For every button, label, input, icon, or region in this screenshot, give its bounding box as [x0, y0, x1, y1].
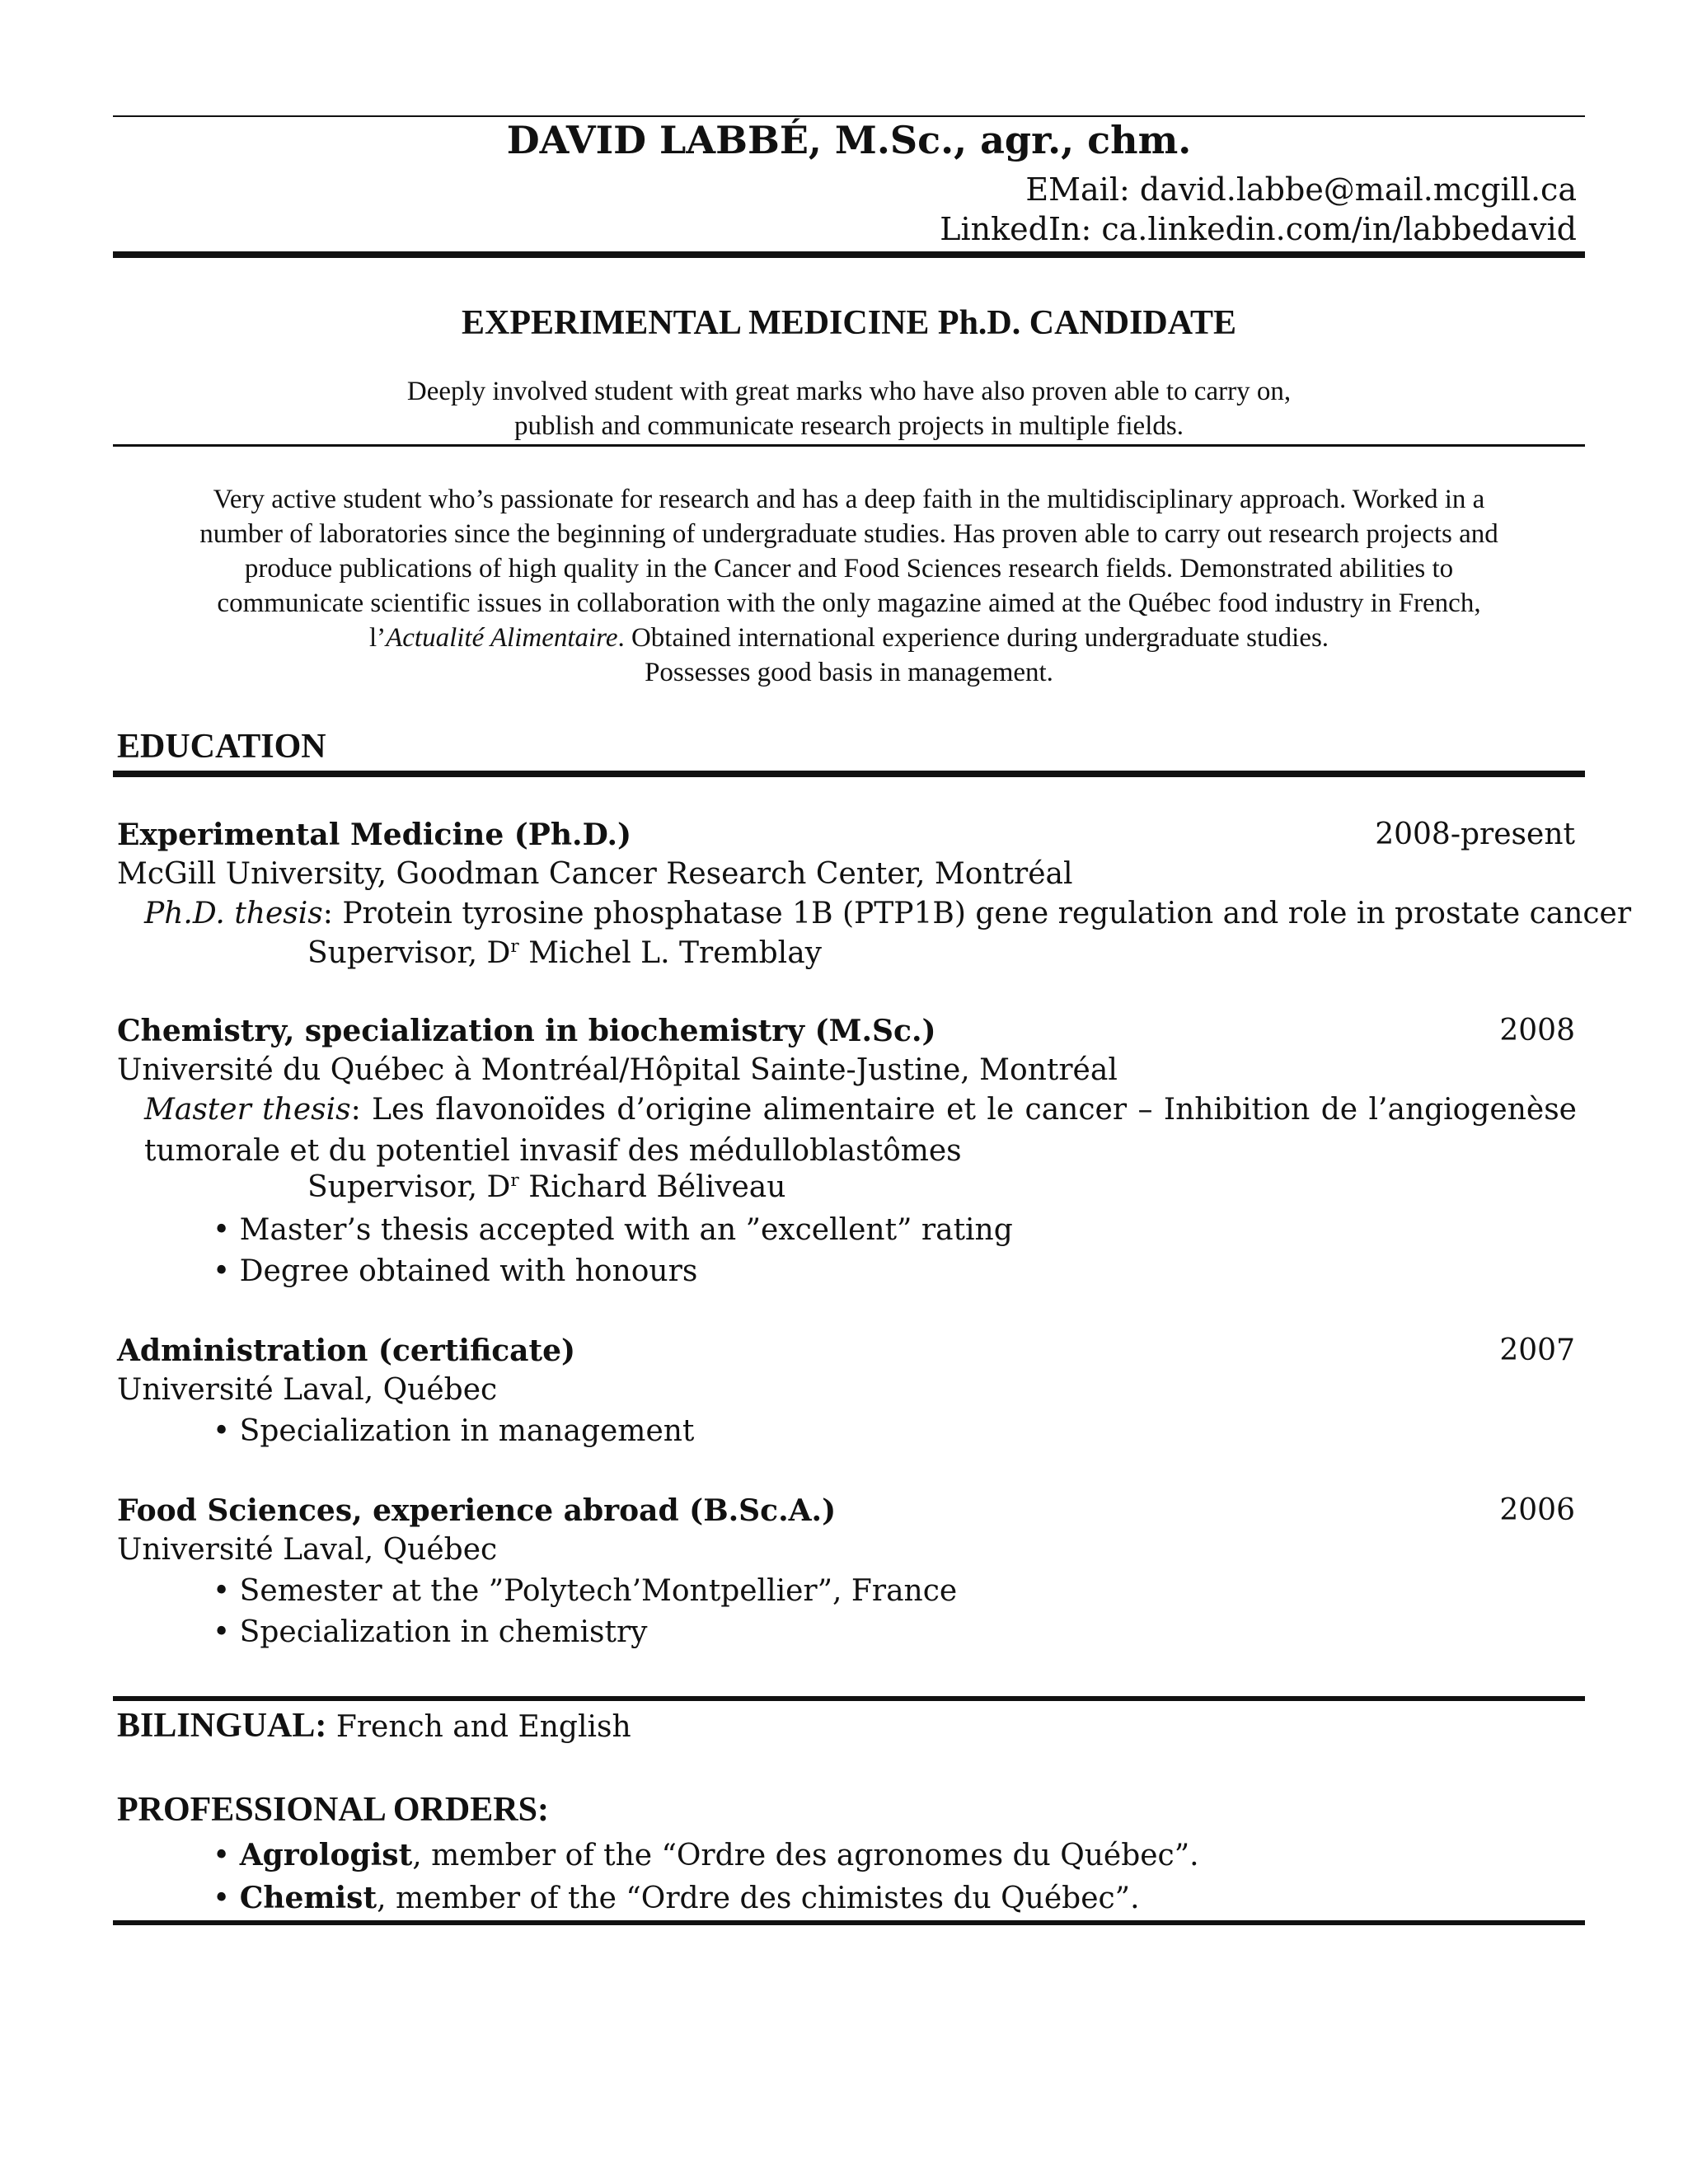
bullet: •: [213, 1882, 240, 1915]
summary-line-6: Possesses good basis in management.: [645, 658, 1053, 687]
order-desc: , member of the “Ordre des agronomes du Québec”.: [412, 1839, 1199, 1872]
summary-rest: . Obtained international experience during undergraduate studies.: [617, 623, 1329, 653]
degree-title: Chemistry, specialization in biochemistry (M.Sc.): [117, 1014, 936, 1048]
bullet-item: • Master’s thesis accepted with an ”excellent” rating: [213, 1213, 1013, 1247]
summary-line-5: [113, 621, 1585, 655]
summary-line-2: number of laboratories since the beginning of undergraduate studies. Has proven able to carry out research projects and: [199, 519, 1498, 549]
institution: Université Laval, Québec: [117, 1533, 498, 1567]
degree-title: Experimental Medicine (Ph.D.): [117, 818, 632, 852]
institution: Université du Québec à Montréal/Hôpital Sainte-Justine, Montréal: [117, 1053, 1118, 1087]
bilingual-line: [117, 1706, 631, 1746]
bullet-item: • Specialization in management: [213, 1414, 695, 1448]
supervisor-sup: r: [510, 1170, 519, 1191]
thesis-text: : Les flavonoïdes d’origine alimentaire et le cancer – Inhibition de l’angiogenèse tumorale et du potentiel invasif des médulloblastômes: [144, 1093, 1577, 1168]
order-desc: , member of the “Ordre des chimistes du Québec”.: [377, 1882, 1140, 1915]
bilingual-value: French and English: [326, 1710, 631, 1744]
education-heading: EDUCATION: [117, 728, 326, 766]
summary-line-1: Very active student who’s passionate for research and has a deep faith in the multidisciplinary approach. Worked in a: [213, 485, 1485, 514]
supervisor-name: Michel L. Tremblay: [518, 936, 822, 970]
education-rule: [113, 771, 1585, 777]
supervisor-line: [307, 1170, 785, 1204]
summary-line-3: produce publications of high quality in the Cancer and Food Sciences research fields. Demonstrated abilities to: [244, 554, 1454, 583]
supervisor-sup: r: [510, 936, 519, 957]
order-item: [213, 1838, 1199, 1872]
tagline-line-1: Deeply involved student with great marks who have also proven able to carry on,: [406, 377, 1292, 406]
degree-year: 2008: [1499, 1014, 1575, 1047]
bullet-item: • Semester at the ”Polytech’Montpellier”, France: [213, 1574, 958, 1608]
professional-orders-heading: PROFESSIONAL ORDERS:: [117, 1791, 549, 1829]
bottom-rule: [113, 1920, 1585, 1925]
thesis-label: Ph.D. thesis: [144, 897, 323, 930]
degree-year: 2008-present: [1375, 818, 1575, 851]
bilingual-label: BILINGUAL:: [117, 1707, 327, 1745]
supervisor-prefix: Supervisor, D: [307, 1170, 511, 1204]
thesis-text: : Protein tyrosine phosphatase 1B (PTP1B) gene regulation and role in prostate cancer: [322, 897, 1632, 930]
institution: Université Laval, Québec: [117, 1373, 498, 1407]
summary-prefix: l’: [368, 623, 387, 653]
magazine-name: Actualité Alimentaire: [386, 623, 618, 653]
order-item: [213, 1881, 1140, 1915]
top-rule: [113, 115, 1585, 117]
bilingual-rule: [113, 1696, 1585, 1701]
degree-title: Food Sciences, experience abroad (B.Sc.A.): [117, 1493, 837, 1528]
name-suffix: , M.Sc., agr., chm.: [808, 118, 1192, 162]
page-title: EXPERIMENTAL MEDICINE Ph.D. CANDIDATE: [461, 304, 1237, 342]
tagline-rule: [113, 444, 1585, 447]
bullet-item: • Specialization in chemistry: [213, 1615, 648, 1649]
bullet-item: • Degree obtained with honours: [213, 1254, 698, 1288]
thesis-paragraph: [144, 1090, 1577, 1172]
summary-line-4: communicate scientific issues in collaboration with the only magazine aimed at the Québec food industry in French,: [217, 588, 1481, 618]
thesis-label: Master thesis: [144, 1093, 351, 1127]
supervisor-prefix: Supervisor, D: [307, 936, 511, 970]
order-title: Chemist: [239, 1881, 377, 1915]
degree-year: 2007: [1499, 1333, 1575, 1367]
degree-title: Administration (certificate): [117, 1333, 576, 1368]
name-main: DAVID LABBÉ: [506, 118, 809, 162]
tagline-line-2: publish and communicate research projects in multiple fields.: [514, 411, 1184, 441]
candidate-name: [113, 120, 1585, 162]
email-line: EMail: david.labbe@mail.mcgill.ca: [1025, 171, 1577, 208]
institution: McGill University, Goodman Cancer Research Center, Montréal: [117, 857, 1073, 891]
bullet: •: [213, 1839, 240, 1872]
order-title: Agrologist: [239, 1838, 413, 1872]
thesis-line: [144, 897, 1631, 930]
supervisor-name: Richard Béliveau: [518, 1170, 786, 1204]
supervisor-line: [307, 936, 822, 970]
degree-year: 2006: [1499, 1493, 1575, 1527]
header-rule: [113, 251, 1585, 258]
linkedin-line: LinkedIn: ca.linkedin.com/in/labbedavid: [940, 211, 1577, 247]
